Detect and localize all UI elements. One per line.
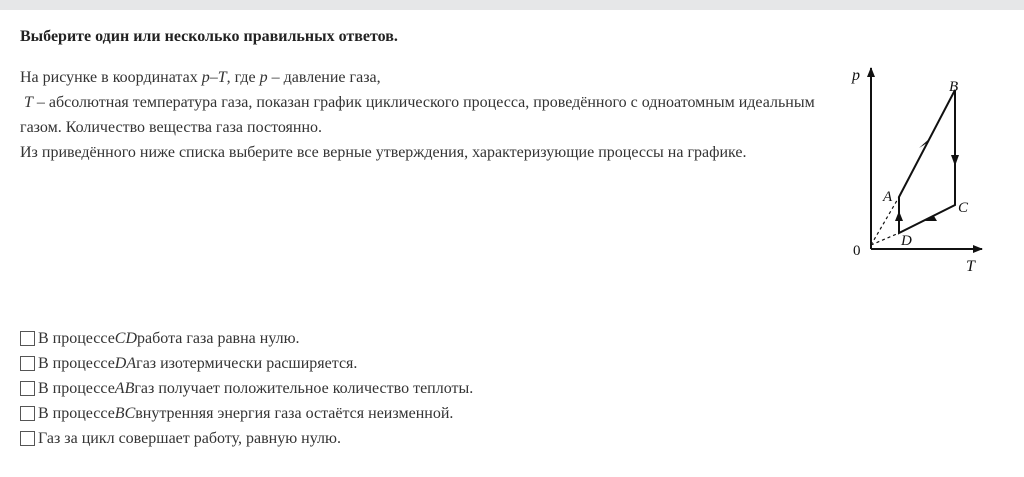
symbol-T: T (24, 94, 33, 111)
point-label-B: B (949, 79, 959, 95)
pt-diagram (845, 62, 990, 280)
option-text: В процессе (38, 329, 115, 347)
question-text-part: – давление газа, (267, 69, 381, 86)
cycle-path (899, 90, 955, 233)
point-label-C: C (958, 200, 969, 216)
symbol-p: p (259, 69, 268, 86)
option-4[interactable] (20, 401, 473, 426)
coords-label: p–T (201, 69, 227, 86)
checkbox[interactable] (20, 431, 35, 446)
option-text: Газ за цикл совершает работу, равную нулю. (38, 429, 341, 447)
option-3[interactable] (20, 376, 473, 401)
option-text: В процессе (38, 379, 115, 397)
x-axis-label: T (966, 258, 975, 275)
option-5[interactable] (20, 426, 473, 451)
instruction-title: Выберите один или несколько правильных ответов. (20, 28, 398, 45)
process-label: BC (114, 404, 136, 422)
arrow-DA (895, 211, 903, 221)
checkbox[interactable] (20, 381, 35, 396)
point-label-D: D (901, 233, 912, 249)
checkbox[interactable] (20, 356, 35, 371)
dashed-line-D (871, 233, 899, 245)
process-label: DA (114, 354, 137, 372)
answer-options (20, 326, 473, 451)
process-label: AB (114, 379, 135, 397)
option-2[interactable] (20, 351, 473, 376)
point-label-A: A (883, 189, 893, 205)
origin-label: 0 (853, 243, 861, 259)
option-1[interactable] (20, 326, 473, 351)
option-text: газ получает положительное количество теплоты. (134, 379, 474, 397)
option-text: газ изотермически расширяется. (136, 354, 358, 372)
option-text: работа газа равна нулю. (137, 329, 300, 347)
checkbox[interactable] (20, 406, 35, 421)
option-text: В процессе (38, 354, 115, 372)
question-text (20, 65, 835, 140)
question-text-part: – абсолютная температура газа, показан график циклического процесса, проведённого с одноатомным идеальным газом. Количество вещества газа постоянно. (20, 94, 815, 136)
checkbox[interactable] (20, 331, 35, 346)
question-instruction: Из приведённого ниже списка выберите все верные утверждения, характеризующие процессы на графике. (20, 144, 747, 161)
arrow-BC (951, 155, 959, 166)
top-bar (0, 0, 1024, 10)
option-text: В процессе (38, 404, 115, 422)
process-label: CD (114, 329, 138, 347)
question-text-part: На рисунке в координатах (20, 69, 202, 86)
question-text-part: , где (226, 69, 260, 86)
y-axis-label: p (852, 67, 860, 84)
option-text: внутренняя энергия газа остаётся неизменной. (135, 404, 454, 422)
